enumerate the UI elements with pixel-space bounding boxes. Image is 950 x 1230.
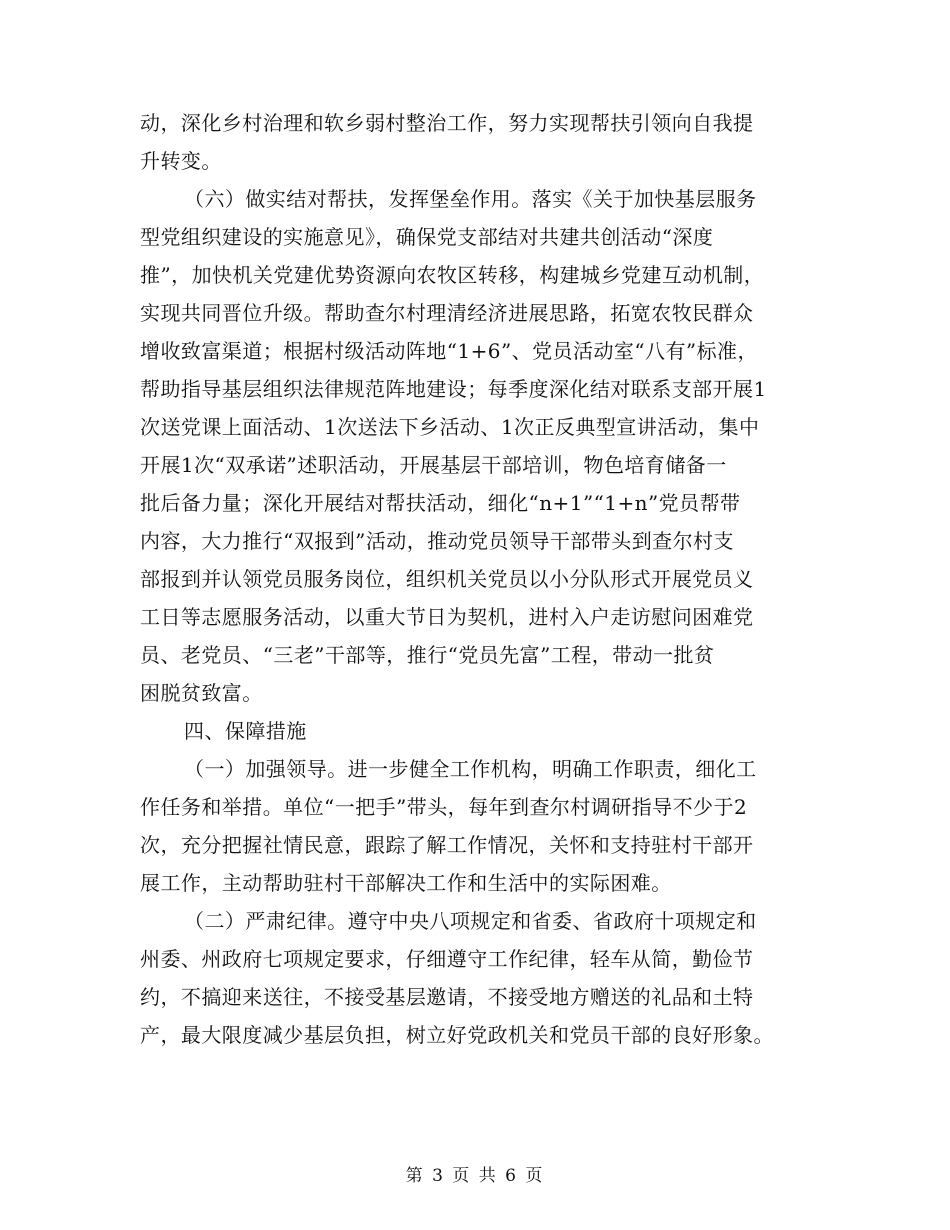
page-number-footer: 第 3 页 共 6 页 <box>405 1166 545 1186</box>
body-line: 实现共同晋位升级。帮助查尔村理清经济进展思路，拓宽农牧民群众 <box>140 301 754 325</box>
body-line: 展工作，主动帮助驻村干部解决工作和生活中的实际困难。 <box>140 871 672 895</box>
body-line: 约，不搞迎来送往，不接受基层邀请，不接受地方赠送的礼品和土特 <box>140 985 754 1009</box>
document-body <box>140 104 812 1054</box>
section-heading: 四、保障措施 <box>184 719 307 743</box>
body-line: 动，深化乡村治理和软乡弱村整治工作，努力实现帮扶引领向自我提 <box>140 111 754 135</box>
section-heading: （六）做实结对帮扶，发挥堡垒作用。落实《关于加快基层服务 <box>184 187 757 211</box>
body-line: 内容，大力推行“双报到”活动，推动党员领导干部带头到查尔村支 <box>140 529 734 553</box>
body-line: 员、老党员、“三老”干部等，推行“党员先富”工程，带动一批贫 <box>140 643 715 667</box>
section-heading: （二）严肃纪律。遵守中央八项规定和省委、省政府十项规定和 <box>184 909 757 933</box>
body-line: 帮助指导基层组织法律规范阵地建设；每季度深化结对联系支部开展1 <box>140 377 767 401</box>
body-line: 工日等志愿服务活动，以重大节日为契机，进村入户走访慰问困难党 <box>140 605 754 629</box>
body-line: 部报到并认领党员服务岗位，组织机关党员以小分队形式开展党员义 <box>140 567 754 591</box>
body-line: 次送党课上面活动、1次送法下乡活动、1次正反典型宣讲活动，集中 <box>140 415 760 439</box>
body-line: 困脱贫致富。 <box>140 681 263 705</box>
body-line: 批后备力量；深化开展结对帮扶活动，细化“n+1”“1+n”党员帮带 <box>140 491 741 515</box>
body-line: 州委、州政府七项规定要求，仔细遵守工作纪律，轻车从简，勤俭节 <box>140 947 754 971</box>
body-line: 推”，加快机关党建优势资源向农牧区转移，构建城乡党建互动机制， <box>140 263 765 287</box>
body-line: 型党组织建设的实施意见》，确保党支部结对共建共创活动“深度 <box>140 225 714 249</box>
body-line: 作任务和举措。单位“一把手”带头，每年到查尔村调研指导不少于2 <box>140 795 748 819</box>
section-heading: （一）加强领导。进一步健全工作机构，明确工作职责，细化工 <box>184 757 757 781</box>
body-line: 开展1次“双承诺”述职活动，开展基层干部培训，物色培育储备一 <box>140 453 727 477</box>
body-line: 增收致富渠道；根据村级活动阵地“1+6”、党员活动室“八有”标准， <box>140 339 758 363</box>
body-line: 产，最大限度减少基层负担，树立好党政机关和党员干部的良好形象。 <box>140 1023 774 1047</box>
body-line: 升转变。 <box>140 149 222 173</box>
body-line: 次，充分把握社情民意，跟踪了解工作情况，关怀和支持驻村干部开 <box>140 833 754 857</box>
